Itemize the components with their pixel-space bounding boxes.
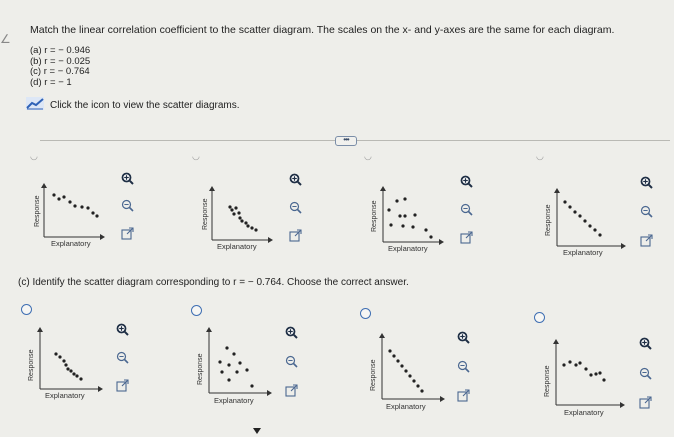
answer-scatter-plot-a <box>28 327 104 400</box>
y-axis-label: Response <box>371 200 378 232</box>
zoom-out-icon[interactable] <box>116 351 129 364</box>
point <box>594 372 597 375</box>
x-axis-arrow <box>100 234 105 240</box>
point <box>80 205 83 208</box>
y-axis-arrow <box>41 183 47 188</box>
x-axis-label: Explanatory <box>214 396 254 405</box>
point <box>562 363 565 366</box>
x-axis-label: Explanatory <box>51 239 91 248</box>
point <box>588 224 591 227</box>
point <box>86 206 89 209</box>
point <box>403 197 406 200</box>
zoom-out-icon[interactable] <box>289 201 302 214</box>
point <box>95 214 98 217</box>
zoom-in-icon[interactable] <box>289 173 302 186</box>
point <box>429 235 432 238</box>
zoom-out-icon[interactable] <box>460 203 473 216</box>
y-axis-arrow <box>379 333 385 338</box>
correlation-options <box>30 46 90 88</box>
scatter-plot-top-2 <box>202 186 274 251</box>
point <box>227 363 230 366</box>
point <box>568 205 571 208</box>
point <box>240 219 243 222</box>
more-button[interactable]: ••• <box>335 136 357 146</box>
x-axis-arrow <box>98 386 103 392</box>
answer-radio-d[interactable] <box>534 312 545 323</box>
point <box>400 364 403 367</box>
scatter-plot-top-1 <box>34 183 106 248</box>
point <box>237 211 240 214</box>
y-axis-label: Response <box>28 349 35 381</box>
y-axis-arrow <box>380 186 386 191</box>
faint-mark-1: ◡ <box>30 151 38 161</box>
option-b: (b) r = − 0.025 <box>30 55 91 67</box>
scatter-plot-top-2-svg <box>212 186 274 240</box>
x-axis-arrow <box>439 239 444 245</box>
answer-radio-a[interactable] <box>21 304 32 315</box>
point <box>573 210 576 213</box>
point <box>52 193 55 196</box>
y-axis-label: Response <box>202 198 209 230</box>
faint-mark-4: ◡ <box>536 151 544 161</box>
option-d: (d) r = − 1 <box>30 76 72 88</box>
point <box>69 369 72 372</box>
scatter-plot-top-3-svg <box>383 186 445 242</box>
point <box>568 360 571 363</box>
popout-icon[interactable] <box>121 227 134 240</box>
point <box>79 377 82 380</box>
point <box>227 378 230 381</box>
point <box>388 349 391 352</box>
scatter-diagram-link[interactable] <box>26 98 240 112</box>
x-axis-arrow <box>620 402 625 408</box>
point <box>396 359 399 362</box>
point <box>57 197 60 200</box>
point <box>563 200 566 203</box>
option-a: (a) r = − 0.946 <box>30 45 91 56</box>
point <box>250 384 253 387</box>
point <box>250 226 253 229</box>
point <box>218 360 221 363</box>
point <box>589 373 592 376</box>
zoom-out-icon[interactable] <box>639 367 652 380</box>
point <box>228 205 231 208</box>
y-axis-label: Response <box>34 195 41 227</box>
answer-scatter-plot-b <box>197 327 273 405</box>
popout-icon[interactable] <box>116 379 129 392</box>
point <box>64 363 67 366</box>
point <box>58 355 61 358</box>
point <box>387 208 390 211</box>
y-axis-arrow <box>37 327 43 332</box>
popout-icon[interactable] <box>457 389 470 402</box>
point <box>75 374 78 377</box>
point <box>578 361 581 364</box>
zoom-in-icon[interactable] <box>639 337 652 350</box>
point <box>411 225 414 228</box>
x-axis-label: Explanatory <box>386 402 426 411</box>
point <box>54 352 57 355</box>
point <box>574 363 577 366</box>
scatter-plot-top-4 <box>545 188 627 257</box>
zoom-out-icon[interactable] <box>285 355 298 368</box>
x-axis-arrow <box>440 396 445 402</box>
point <box>232 352 235 355</box>
point <box>593 228 596 231</box>
answer-scatter-plot-d-svg <box>556 339 626 405</box>
point <box>412 379 415 382</box>
x-axis-arrow <box>268 237 273 243</box>
x-axis-label: Explanatory <box>564 408 604 417</box>
point <box>72 372 75 375</box>
option-c: (c) r = − 0.764 <box>30 66 90 77</box>
point <box>389 223 392 226</box>
zoom-out-icon[interactable] <box>457 360 470 373</box>
scatter-plot-top-3 <box>371 186 445 253</box>
popout-icon[interactable] <box>639 396 652 409</box>
point <box>91 211 94 214</box>
point <box>602 378 605 381</box>
point <box>245 368 248 371</box>
x-axis-arrow <box>267 390 272 396</box>
y-axis-arrow <box>206 327 212 332</box>
zoom-in-icon[interactable] <box>285 326 298 339</box>
point <box>225 346 228 349</box>
point <box>583 219 586 222</box>
point <box>416 384 419 387</box>
point <box>254 228 257 231</box>
answer-scatter-plot-c <box>370 333 446 411</box>
point <box>234 206 237 209</box>
point <box>598 233 601 236</box>
zoom-in-icon[interactable] <box>457 331 470 344</box>
y-axis-label: Response <box>545 204 552 236</box>
icon-link-text: Click the icon to view the scatter diagrams. <box>50 99 240 111</box>
scroll-arrow-icon <box>253 428 261 434</box>
point <box>598 371 601 374</box>
point <box>73 204 76 207</box>
point <box>62 359 65 362</box>
zoom-in-icon[interactable] <box>116 323 129 336</box>
answer-scatter-plot-c-svg <box>382 333 446 399</box>
zoom-in-icon[interactable] <box>640 176 653 189</box>
x-axis-label: Explanatory <box>388 244 428 253</box>
scatter-plot-top-4-svg <box>557 188 627 246</box>
point <box>238 361 241 364</box>
point <box>403 214 406 217</box>
answer-radio-c[interactable] <box>360 308 371 319</box>
popout-icon[interactable] <box>460 231 473 244</box>
popout-icon[interactable] <box>289 229 302 242</box>
y-axis-label: Response <box>544 365 551 397</box>
point <box>220 370 223 373</box>
x-axis-label: Explanatory <box>563 248 603 257</box>
y-axis-label: Response <box>370 359 377 391</box>
zoom-out-icon[interactable] <box>121 199 134 212</box>
y-axis-arrow <box>553 339 559 344</box>
point <box>420 389 423 392</box>
point <box>230 208 233 211</box>
point <box>395 199 398 202</box>
answer-scatter-plot-d <box>544 339 626 417</box>
point <box>424 228 427 231</box>
faint-mark-3: ◡ <box>364 151 372 161</box>
point <box>404 369 407 372</box>
point <box>398 214 401 217</box>
question-prompt: Match the linear correlation coefficient to the scatter diagram. The scales on the x- and y-axes are the same for each diagram. <box>30 24 615 36</box>
point <box>246 224 249 227</box>
x-axis-label: Explanatory <box>217 242 257 251</box>
line-chart-icon[interactable] <box>26 97 44 113</box>
zoom-out-icon[interactable] <box>640 205 653 218</box>
answer-radio-b[interactable] <box>191 305 202 316</box>
popout-icon[interactable] <box>640 234 653 247</box>
scatter-plot-top-1-svg <box>44 183 106 237</box>
point <box>68 200 71 203</box>
y-axis-label: Response <box>197 353 204 385</box>
point <box>238 216 241 219</box>
subquestion-c: (c) Identify the scatter diagram corresponding to r = − 0.764. Choose the correct answer. <box>18 277 409 288</box>
point <box>235 370 238 373</box>
point <box>66 367 69 370</box>
y-axis-arrow <box>209 186 215 191</box>
point <box>408 374 411 377</box>
x-axis-label: Explanatory <box>45 391 85 400</box>
popout-icon[interactable] <box>285 384 298 397</box>
x-axis-arrow <box>621 243 626 249</box>
zoom-in-icon[interactable] <box>460 175 473 188</box>
point <box>62 195 65 198</box>
answer-scatter-plot-a-svg <box>40 327 104 389</box>
faint-mark-2: ◡ <box>192 151 200 161</box>
left-edge-mark: ∠ <box>0 32 11 46</box>
point <box>413 213 416 216</box>
point <box>244 221 247 224</box>
y-axis-arrow <box>554 188 560 193</box>
point <box>401 224 404 227</box>
point <box>578 214 581 217</box>
answer-scatter-plot-b-svg <box>209 327 273 393</box>
point <box>232 212 235 215</box>
point <box>584 367 587 370</box>
zoom-in-icon[interactable] <box>121 172 134 185</box>
point <box>392 354 395 357</box>
